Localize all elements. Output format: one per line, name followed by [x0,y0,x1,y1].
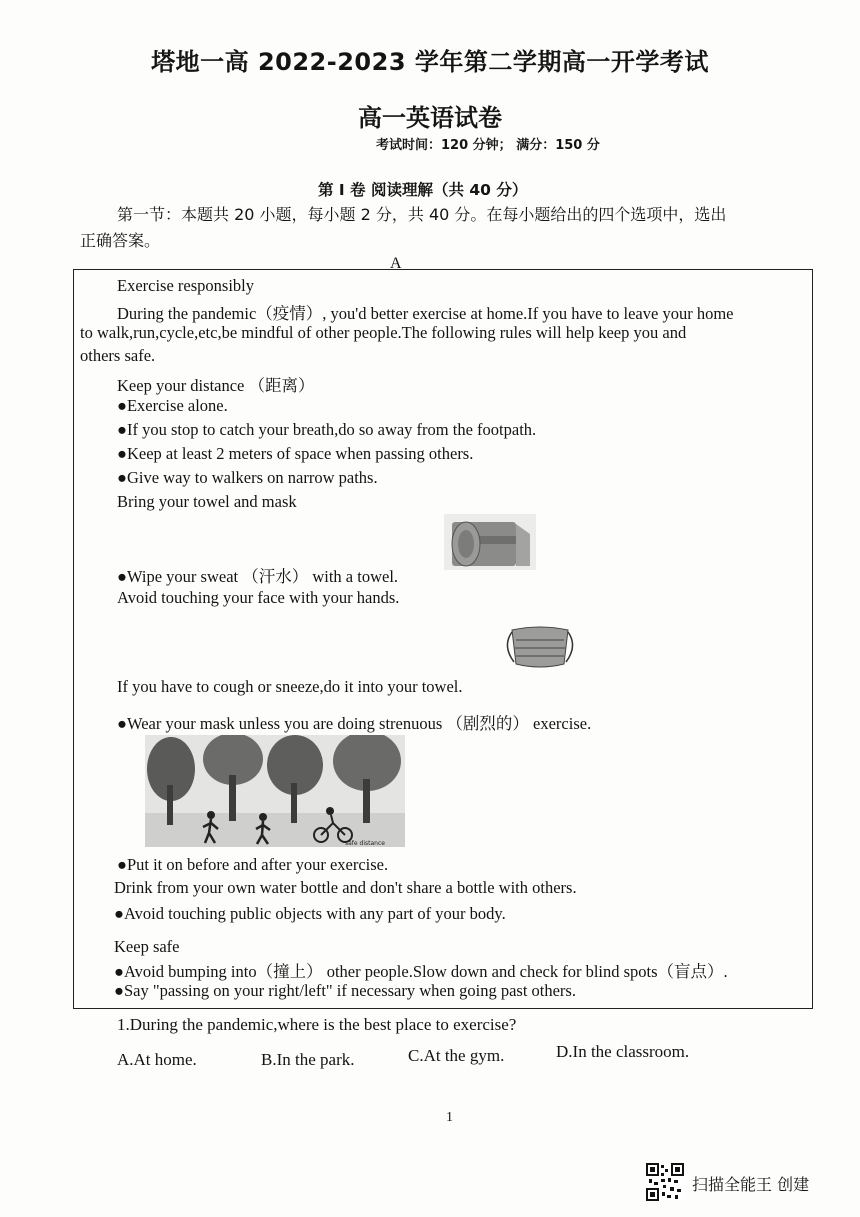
safe-heading: Keep safe [114,937,180,956]
option-d: D.In the classroom. [556,1042,690,1061]
distance-rule-4: ●Give way to walkers on narrow paths. [117,468,378,487]
mask-image [502,624,578,670]
safe-rule-2: ●Say "passing on your right/left" if necessary when going past others. [114,981,576,1000]
section-title: 第 I 卷 阅读理解（共 40 分） [318,181,528,199]
towel-rule-3: If you have to cough or sneeze,do it into your towel. [117,677,463,696]
towel-rule-2: Avoid touching your face with your hands. [117,588,400,607]
towel-rule-1: ●Wipe your sweat （汗水） with a towel. [117,567,399,586]
image-caption: safe distance [345,840,385,847]
passage-heading: Exercise responsibly [117,276,255,295]
instruction-line-2: 正确答案。 [80,231,161,250]
option-b: B.In the park. [261,1050,355,1069]
distance-rule-3: ●Keep at least 2 meters of space when passing others. [117,444,474,463]
exercise-park-image [145,735,405,847]
passage-intro-line-2: to walk,run,cycle,etc,be mindful of other people.The following rules will help keep you and [80,323,687,342]
instruction-line-1: 第一节：本题共 20 小题，每小题 2 分，共 40 分。在每小题给出的四个选项中，选出 [117,205,727,224]
distance-heading: Keep your distance （距离） [117,376,315,395]
towel-rule-4: ●Wear your mask unless you are doing strenuous （剧烈的） exercise. [117,714,592,733]
distance-rule-2: ●If you stop to catch your breath,do so away from the footpath. [117,420,537,439]
distance-rule-1: ●Exercise alone. [117,396,228,415]
passage-intro-line-1: During the pandemic（疫情）, you'd better exercise at home.If you have to leave your home [117,304,734,323]
question-stem: 1.During the pandemic,where is the best place to exercise? [117,1015,517,1034]
passage-label: A [390,255,402,272]
passage-intro-line-3: others safe. [80,346,156,365]
exam-title: 塔地一高 2022-2023 学年第二学期高一开学考试 [151,48,709,76]
towel-image [444,514,536,570]
towel-rule-7: ●Avoid touching public objects with any part of your body. [114,904,506,923]
towel-rule-6: Drink from your own water bottle and don't share a bottle with others. [114,878,577,897]
option-c: C.At the gym. [408,1046,505,1065]
scanner-watermark: 扫描全能王 创建 [692,1175,810,1194]
page-number: 1 [446,1110,453,1125]
safe-rule-1: ●Avoid bumping into（撞上） other people.Slow down and check for blind spots（盲点）. [114,962,728,981]
qr-code-icon [646,1163,684,1201]
option-a: A.At home. [117,1050,197,1069]
towel-rule-5: ●Put it on before and after your exercise. [117,855,389,874]
exam-info: 考试时间：120 分钟； 满分：150 分 [376,138,600,153]
exam-subtitle: 高一英语试卷 [358,104,502,132]
towel-heading: Bring your towel and mask [117,492,297,511]
